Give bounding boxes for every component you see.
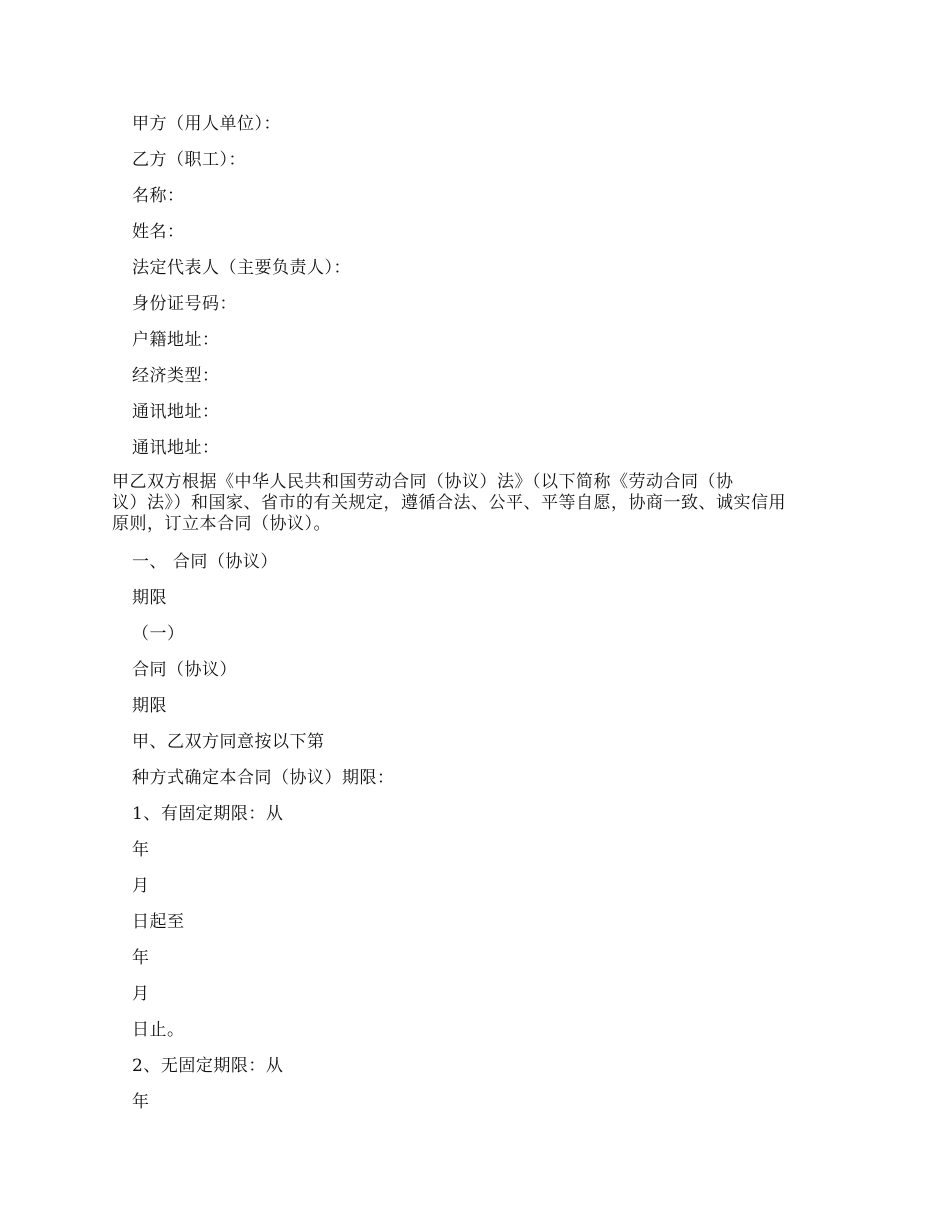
text-line: 月 <box>132 984 150 1004</box>
fixed-term-item: 1、有固定期限：从 <box>132 804 284 824</box>
text-line: 日止。 <box>132 1020 185 1040</box>
subsection-heading: （一） <box>132 624 185 644</box>
economic-type-label: 经济类型： <box>132 366 220 386</box>
text-line: 年 <box>132 840 150 860</box>
paragraph-line: 原则，订立本合同（协议）。 <box>112 514 331 534</box>
text-line: 种方式确定本合同（协议）期限： <box>132 768 395 788</box>
text-line: 日起至 <box>132 912 185 932</box>
paragraph-line: 甲乙双方根据《中华人民共和国劳动合同（协议）法》（以下简称《劳动合同（协 <box>112 472 734 492</box>
id-number-label: 身份证号码： <box>132 294 237 314</box>
indefinite-term-item: 2、无固定期限：从 <box>132 1056 284 1076</box>
name-label: 名称： <box>132 186 185 206</box>
text-line: 期限 <box>132 588 167 608</box>
text-line: 合同（协议） <box>132 660 237 680</box>
text-line: 期限 <box>132 696 167 716</box>
paragraph-line: 议）法》）和国家、省市的有关规定，遵循合法、公平、平等自愿，协商一致、诚实信用 <box>112 493 786 513</box>
section-heading: 一、 合同（协议） <box>132 552 278 572</box>
person-name-label: 姓名： <box>132 222 185 242</box>
text-line: 月 <box>132 876 150 896</box>
mailing-address-label-2: 通讯地址： <box>132 438 220 458</box>
text-line: 年 <box>132 1092 150 1112</box>
legal-representative-label: 法定代表人（主要负责人）： <box>132 258 351 278</box>
party-a-label: 甲方（用人单位）： <box>132 114 281 134</box>
party-b-label: 乙方（职工）： <box>132 150 246 170</box>
mailing-address-label: 通讯地址： <box>132 402 220 422</box>
household-address-label: 户籍地址： <box>132 330 220 350</box>
intro-paragraph <box>112 472 852 535</box>
text-line: 年 <box>132 948 150 968</box>
text-line: 甲、乙双方同意按以下第 <box>132 732 325 752</box>
